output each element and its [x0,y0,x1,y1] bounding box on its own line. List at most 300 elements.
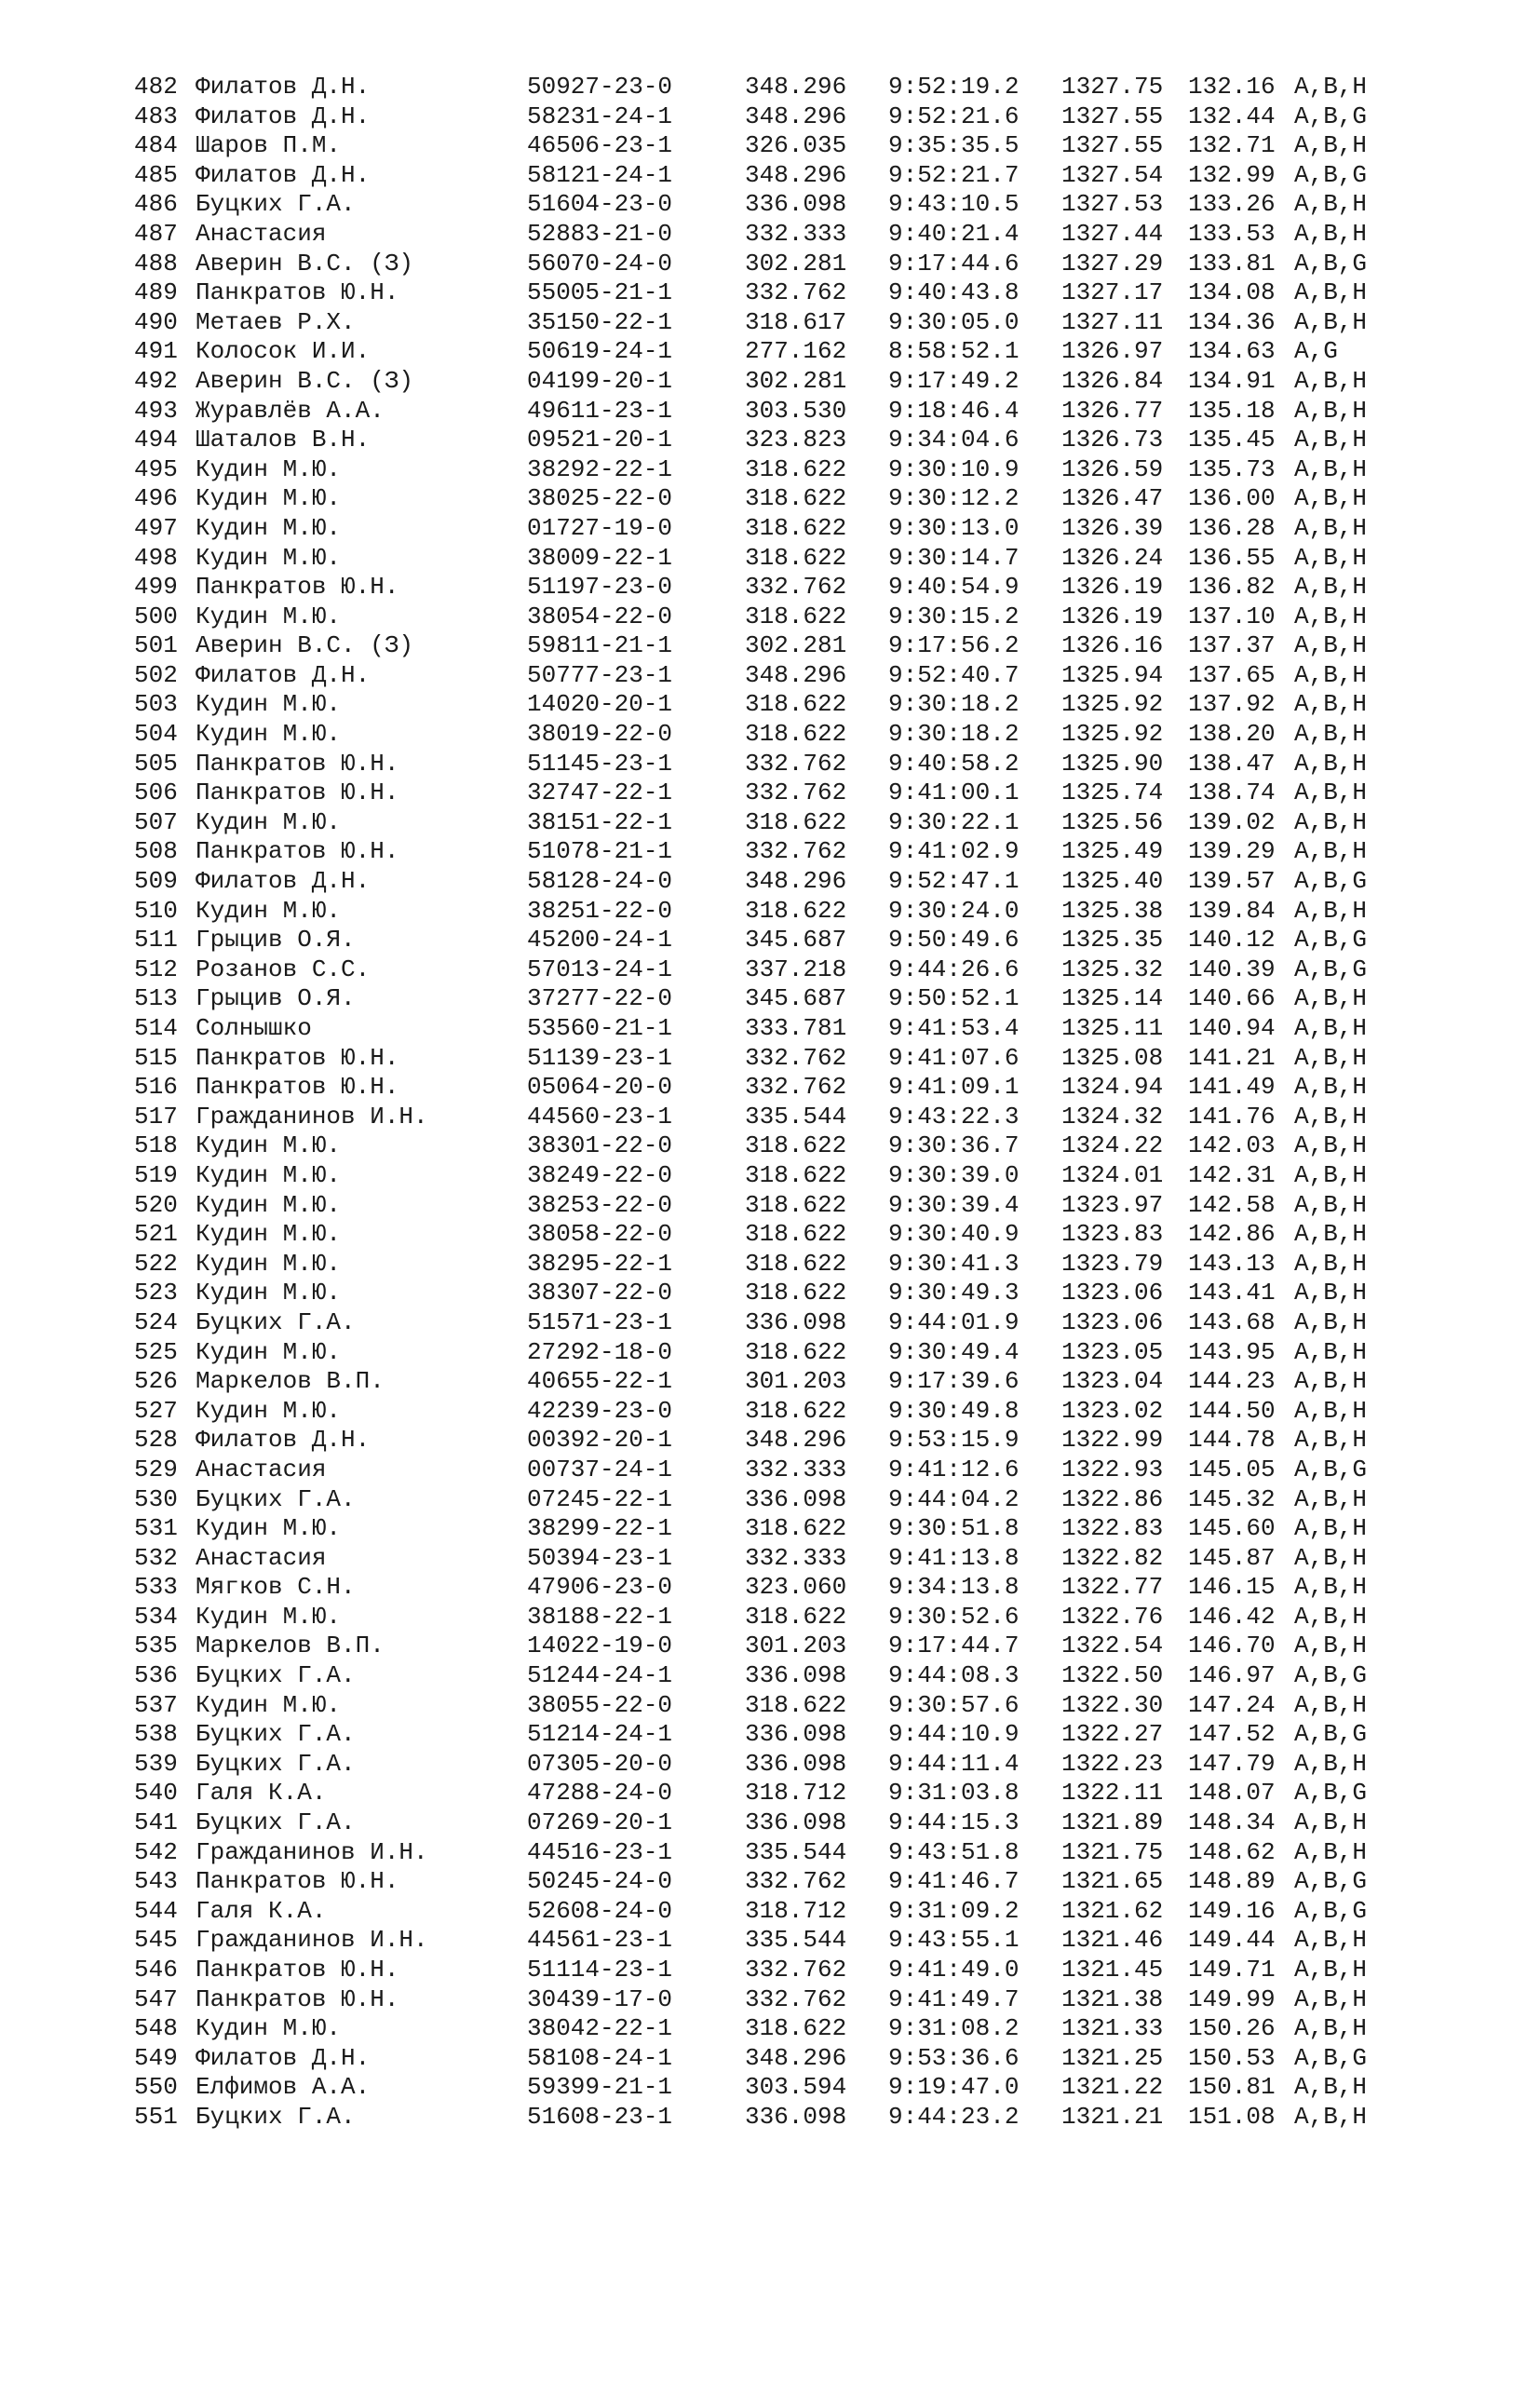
distance: 336.098 [745,1808,847,1837]
table-row [0,867,1540,897]
ring-number: 38295-22-1 [527,1249,673,1278]
fancier-name: Буцких Г.А. [196,1307,356,1336]
fancier-name: Кудин М.Ю. [196,720,342,749]
arrival-time: 9:43:22.3 [888,1102,1020,1131]
points: 134.91 [1188,366,1276,395]
points: 143.95 [1188,1337,1276,1366]
ring-number: 50777-23-1 [527,660,673,689]
distance: 348.296 [745,160,847,189]
fancier-name: Грыцив О.Я. [196,984,356,1013]
fancier-name: Панкратов Ю.Н. [196,278,399,307]
table-row [0,603,1540,632]
fancier-name: Буцких Г.А. [196,1808,356,1837]
fancier-name: Панкратов Ю.Н. [196,1867,399,1896]
place-number: 499 [134,573,178,602]
place-number: 543 [134,1867,178,1896]
table-row [0,1514,1540,1544]
table-row [0,250,1540,279]
place-number: 492 [134,366,178,395]
arrival-time: 9:30:18.2 [888,690,1020,719]
ring-number: 51114-23-1 [527,1956,673,1984]
place-number: 495 [134,454,178,483]
speed: 1322.82 [1061,1543,1164,1572]
speed: 1327.44 [1061,219,1164,248]
ring-number: 53560-21-1 [527,1014,673,1042]
fancier-name: Розанов С.С. [196,955,371,983]
place-number: 533 [134,1573,178,1602]
speed: 1324.94 [1061,1073,1164,1102]
place-number: 503 [134,690,178,719]
distance: 302.281 [745,631,847,660]
categories: A,B,G [1294,1720,1368,1749]
distance: 336.098 [745,1749,847,1778]
speed: 1327.53 [1061,190,1164,219]
fancier-name: Солнышко [196,1014,312,1042]
arrival-time: 9:18:46.4 [888,396,1020,425]
ring-number: 51244-24-1 [527,1661,673,1690]
distance: 332.762 [745,837,847,866]
categories: A,G [1294,337,1338,366]
distance: 318.622 [745,1160,847,1189]
ring-number: 44516-23-1 [527,1837,673,1866]
ring-number: 49611-23-1 [527,396,673,425]
categories: A,B,H [1294,219,1368,248]
place-number: 526 [134,1367,178,1396]
distance: 318.622 [745,602,847,630]
ring-number: 58231-24-1 [527,102,673,130]
ring-number: 38251-22-0 [527,896,673,925]
categories: A,B,H [1294,1484,1368,1513]
points: 144.50 [1188,1396,1276,1425]
table-row [0,690,1540,720]
points: 134.08 [1188,278,1276,307]
arrival-time: 9:17:44.6 [888,249,1020,278]
fancier-name: Анастасия [196,1543,327,1572]
fancier-name: Галя К.А. [196,1896,327,1925]
distance: 318.622 [745,807,847,836]
distance: 318.622 [745,1396,847,1425]
arrival-time: 9:30:51.8 [888,1514,1020,1543]
distance: 323.823 [745,426,847,454]
categories: A,B,H [1294,749,1368,778]
fancier-name: Гражданинов И.Н. [196,1837,428,1866]
points: 137.37 [1188,631,1276,660]
points: 145.60 [1188,1514,1276,1543]
place-number: 541 [134,1808,178,1837]
arrival-time: 9:40:21.4 [888,219,1020,248]
categories: A,B,H [1294,573,1368,602]
fancier-name: Анастасия [196,219,327,248]
distance: 336.098 [745,1661,847,1690]
table-row [0,1808,1540,1838]
arrival-time: 9:17:39.6 [888,1367,1020,1396]
table-row [0,573,1540,603]
points: 140.12 [1188,926,1276,955]
arrival-time: 9:41:12.6 [888,1455,1020,1483]
categories: A,B,H [1294,1337,1368,1366]
place-number: 510 [134,896,178,925]
arrival-time: 9:44:15.3 [888,1808,1020,1837]
fancier-name: Буцких Г.А. [196,2102,356,2131]
arrival-time: 9:17:56.2 [888,631,1020,660]
fancier-name: Буцких Г.А. [196,190,356,219]
table-row [0,1603,1540,1632]
ring-number: 51214-24-1 [527,1720,673,1749]
ring-number: 07269-20-1 [527,1808,673,1837]
fancier-name: Панкратов Ю.Н. [196,1956,399,1984]
distance: 318.622 [745,1131,847,1160]
speed: 1323.79 [1061,1249,1164,1278]
speed: 1321.21 [1061,2102,1164,2131]
speed: 1323.02 [1061,1396,1164,1425]
arrival-time: 9:40:58.2 [888,749,1020,778]
speed: 1325.90 [1061,749,1164,778]
ring-number: 47906-23-0 [527,1573,673,1602]
distance: 335.544 [745,1837,847,1866]
arrival-time: 9:43:55.1 [888,1926,1020,1955]
table-row [0,1485,1540,1515]
fancier-name: Панкратов Ю.Н. [196,1073,399,1102]
place-number: 502 [134,660,178,689]
arrival-time: 9:30:41.3 [888,1249,1020,1278]
points: 137.10 [1188,602,1276,630]
speed: 1322.54 [1061,1632,1164,1660]
distance: 318.622 [745,484,847,513]
arrival-time: 9:30:10.9 [888,454,1020,483]
arrival-time: 9:41:09.1 [888,1073,1020,1102]
points: 138.20 [1188,720,1276,749]
place-number: 542 [134,1837,178,1866]
categories: A,B,H [1294,1514,1368,1543]
points: 133.81 [1188,249,1276,278]
fancier-name: Кудин М.Ю. [196,513,342,542]
points: 138.74 [1188,779,1276,807]
ring-number: 50245-24-0 [527,1867,673,1896]
speed: 1326.24 [1061,543,1164,572]
speed: 1321.33 [1061,2014,1164,2043]
fancier-name: Филатов Д.Н. [196,660,371,689]
points: 149.99 [1188,1984,1276,2013]
table-row [0,1161,1540,1191]
ring-number: 07245-22-1 [527,1484,673,1513]
points: 139.02 [1188,807,1276,836]
arrival-time: 9:43:51.8 [888,1837,1020,1866]
place-number: 523 [134,1279,178,1307]
ring-number: 42239-23-0 [527,1396,673,1425]
fancier-name: Анастасия [196,1455,327,1483]
place-number: 501 [134,631,178,660]
categories: A,B,G [1294,926,1368,955]
arrival-time: 9:52:47.1 [888,867,1020,896]
points: 148.62 [1188,1837,1276,1866]
points: 149.44 [1188,1926,1276,1955]
arrival-time: 9:44:23.2 [888,2102,1020,2131]
place-number: 504 [134,720,178,749]
ring-number: 30439-17-0 [527,1984,673,2013]
distance: 348.296 [745,73,847,101]
ring-number: 44560-23-1 [527,1102,673,1131]
fancier-name: Кудин М.Ю. [196,1602,342,1631]
speed: 1322.23 [1061,1749,1164,1778]
points: 132.44 [1188,102,1276,130]
speed: 1322.30 [1061,1690,1164,1719]
points: 144.78 [1188,1426,1276,1455]
points: 142.31 [1188,1160,1276,1189]
fancier-name: Панкратов Ю.Н. [196,837,399,866]
categories: A,B,H [1294,1837,1368,1866]
speed: 1326.19 [1061,573,1164,602]
arrival-time: 9:30:40.9 [888,1220,1020,1249]
points: 142.86 [1188,1220,1276,1249]
distance: 332.762 [745,573,847,602]
distance: 301.203 [745,1367,847,1396]
place-number: 535 [134,1632,178,1660]
place-number: 517 [134,1102,178,1131]
fancier-name: Кудин М.Ю. [196,1514,342,1543]
arrival-time: 9:50:52.1 [888,984,1020,1013]
categories: A,B,H [1294,190,1368,219]
categories: A,B,H [1294,1102,1368,1131]
table-row [0,102,1540,132]
place-number: 525 [134,1337,178,1366]
table-row [0,337,1540,367]
speed: 1325.49 [1061,837,1164,866]
ring-number: 59811-21-1 [527,631,673,660]
fancier-name: Кудин М.Ю. [196,1160,342,1189]
ring-number: 38025-22-0 [527,484,673,513]
categories: A,B,H [1294,2014,1368,2043]
place-number: 538 [134,1720,178,1749]
speed: 1326.39 [1061,513,1164,542]
fancier-name: Журавлёв А.А. [196,396,385,425]
place-number: 540 [134,1779,178,1808]
arrival-time: 9:30:57.6 [888,1690,1020,1719]
categories: A,B,H [1294,1632,1368,1660]
categories: A,B,H [1294,1131,1368,1160]
place-number: 520 [134,1190,178,1219]
table-row [0,984,1540,1014]
categories: A,B,H [1294,1220,1368,1249]
ring-number: 14022-19-0 [527,1632,673,1660]
points: 138.47 [1188,749,1276,778]
distance: 318.622 [745,543,847,572]
table-row [0,1044,1540,1074]
fancier-name: Панкратов Ю.Н. [196,573,399,602]
ring-number: 27292-18-0 [527,1337,673,1366]
place-number: 549 [134,2043,178,2072]
speed: 1325.94 [1061,660,1164,689]
table-row [0,220,1540,250]
place-number: 537 [134,1690,178,1719]
speed: 1322.77 [1061,1573,1164,1602]
place-number: 527 [134,1396,178,1425]
points: 146.42 [1188,1602,1276,1631]
table-row [0,1867,1540,1897]
arrival-time: 9:52:21.7 [888,160,1020,189]
table-row [0,1367,1540,1397]
place-number: 539 [134,1749,178,1778]
distance: 318.622 [745,1514,847,1543]
table-row [0,2103,1540,2133]
points: 136.00 [1188,484,1276,513]
arrival-time: 9:19:47.0 [888,2073,1020,2102]
arrival-time: 9:30:49.3 [888,1279,1020,1307]
place-number: 531 [134,1514,178,1543]
points: 149.71 [1188,1956,1276,1984]
categories: A,B,H [1294,131,1368,160]
distance: 336.098 [745,1484,847,1513]
points: 137.65 [1188,660,1276,689]
distance: 332.762 [745,1956,847,1984]
categories: A,B,H [1294,1043,1368,1072]
distance: 348.296 [745,2043,847,2072]
fancier-name: Кудин М.Ю. [196,1396,342,1425]
distance: 318.622 [745,1249,847,1278]
place-number: 524 [134,1307,178,1336]
arrival-time: 9:44:04.2 [888,1484,1020,1513]
table-row [0,1279,1540,1308]
arrival-time: 9:30:15.2 [888,602,1020,630]
table-row [0,750,1540,779]
table-row [0,1397,1540,1427]
categories: A,B,G [1294,955,1368,983]
speed: 1327.55 [1061,102,1164,130]
table-row [0,1308,1540,1338]
points: 132.99 [1188,160,1276,189]
table-row [0,190,1540,220]
arrival-time: 9:44:01.9 [888,1307,1020,1336]
arrival-time: 9:40:54.9 [888,573,1020,602]
place-number: 529 [134,1455,178,1483]
place-number: 493 [134,396,178,425]
speed: 1325.38 [1061,896,1164,925]
ring-number: 50619-24-1 [527,337,673,366]
arrival-time: 9:30:24.0 [888,896,1020,925]
table-row [0,426,1540,455]
arrival-time: 9:41:53.4 [888,1014,1020,1042]
fancier-name: Буцких Г.А. [196,1661,356,1690]
speed: 1327.29 [1061,249,1164,278]
categories: A,B,H [1294,484,1368,513]
distance: 318.712 [745,1779,847,1808]
place-number: 496 [134,484,178,513]
ring-number: 14020-20-1 [527,690,673,719]
speed: 1323.06 [1061,1279,1164,1307]
fancier-name: Филатов Д.Н. [196,867,371,896]
speed: 1325.32 [1061,955,1164,983]
speed: 1327.75 [1061,73,1164,101]
fancier-name: Кудин М.Ю. [196,1249,342,1278]
place-number: 513 [134,984,178,1013]
speed: 1321.45 [1061,1956,1164,1984]
arrival-time: 9:30:18.2 [888,720,1020,749]
points: 134.63 [1188,337,1276,366]
ring-number: 38307-22-0 [527,1279,673,1307]
ring-number: 58121-24-1 [527,160,673,189]
place-number: 518 [134,1131,178,1160]
points: 133.53 [1188,219,1276,248]
table-row [0,73,1540,102]
categories: A,B,H [1294,1396,1368,1425]
ring-number: 07305-20-0 [527,1749,673,1778]
ring-number: 56070-24-0 [527,249,673,278]
arrival-time: 9:31:08.2 [888,2014,1020,2043]
arrival-time: 9:41:46.7 [888,1867,1020,1896]
arrival-time: 9:30:39.4 [888,1190,1020,1219]
points: 139.84 [1188,896,1276,925]
distance: 333.781 [745,1014,847,1042]
place-number: 497 [134,513,178,542]
fancier-name: Панкратов Ю.Н. [196,749,399,778]
fancier-name: Филатов Д.Н. [196,2043,371,2072]
arrival-time: 9:52:19.2 [888,73,1020,101]
fancier-name: Метаев Р.Х. [196,307,356,336]
categories: A,B,H [1294,1690,1368,1719]
distance: 332.762 [745,1043,847,1072]
points: 142.58 [1188,1190,1276,1219]
points: 148.34 [1188,1808,1276,1837]
speed: 1325.56 [1061,807,1164,836]
table-row [0,1779,1540,1808]
speed: 1327.17 [1061,278,1164,307]
fancier-name: Аверин В.С. (З) [196,631,414,660]
categories: A,B,H [1294,1984,1368,2013]
place-number: 534 [134,1602,178,1631]
table-row [0,397,1540,427]
fancier-name: Кудин М.Ю. [196,1690,342,1719]
fancier-name: Кудин М.Ю. [196,1279,342,1307]
distance: 348.296 [745,102,847,130]
place-number: 536 [134,1661,178,1690]
categories: A,B,G [1294,867,1368,896]
speed: 1323.05 [1061,1337,1164,1366]
ring-number: 50927-23-0 [527,73,673,101]
fancier-name: Кудин М.Ю. [196,543,342,572]
categories: A,B,G [1294,1455,1368,1483]
fancier-name: Кудин М.Ю. [196,690,342,719]
distance: 318.622 [745,690,847,719]
categories: A,B,G [1294,1867,1368,1896]
ring-number: 38292-22-1 [527,454,673,483]
fancier-name: Елфимов А.А. [196,2073,371,2102]
categories: A,B,H [1294,602,1368,630]
distance: 332.333 [745,1455,847,1483]
speed: 1326.16 [1061,631,1164,660]
categories: A,B,H [1294,426,1368,454]
place-number: 532 [134,1543,178,1572]
points: 137.92 [1188,690,1276,719]
points: 145.87 [1188,1543,1276,1572]
fancier-name: Кудин М.Ю. [196,1220,342,1249]
distance: 348.296 [745,660,847,689]
place-number: 514 [134,1014,178,1042]
speed: 1326.19 [1061,602,1164,630]
speed: 1324.32 [1061,1102,1164,1131]
points: 143.13 [1188,1249,1276,1278]
points: 132.71 [1188,131,1276,160]
speed: 1327.11 [1061,307,1164,336]
ring-number: 59399-21-1 [527,2073,673,2102]
place-number: 490 [134,307,178,336]
points: 140.39 [1188,955,1276,983]
distance: 318.622 [745,1602,847,1631]
place-number: 486 [134,190,178,219]
place-number: 511 [134,926,178,955]
speed: 1324.01 [1061,1160,1164,1189]
arrival-time: 9:30:52.6 [888,1602,1020,1631]
categories: A,B,H [1294,1190,1368,1219]
distance: 318.622 [745,1337,847,1366]
